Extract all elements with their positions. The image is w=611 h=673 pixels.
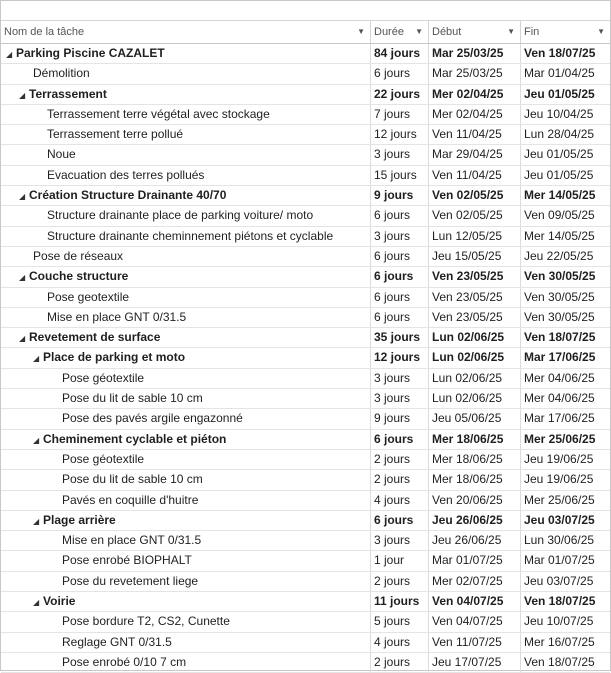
collapse-triangle-icon[interactable]: ◢	[33, 598, 40, 608]
column-header-name-label: Nom de la tâche	[4, 26, 85, 38]
task-name-cell[interactable]	[1, 470, 371, 489]
task-duration[interactable]: 6 jours	[371, 308, 429, 327]
task-name-cell[interactable]	[1, 85, 371, 104]
task-start[interactable]: Ven 11/04/25	[429, 125, 521, 144]
task-duration[interactable]: 35 jours	[371, 328, 429, 347]
task-row[interactable]	[1, 470, 610, 490]
task-row[interactable]	[1, 328, 610, 348]
task-name-cell[interactable]	[1, 227, 371, 246]
collapse-triangle-icon[interactable]: ◢	[19, 90, 26, 100]
task-name: Pose du lit de sable 10 cm	[62, 472, 203, 487]
task-end[interactable]: Ven 09/05/25	[524, 208, 595, 223]
task-duration[interactable]: 9 jours	[371, 409, 429, 428]
task-list	[1, 44, 610, 673]
task-name-cell[interactable]	[1, 369, 371, 388]
task-end[interactable]: Lun 28/04/25	[524, 127, 595, 142]
task-duration[interactable]: 4 jours	[371, 633, 429, 652]
task-duration[interactable]: 6 jours	[371, 247, 429, 266]
task-name-cell[interactable]	[1, 612, 371, 631]
top-strip	[1, 1, 610, 21]
task-row[interactable]	[1, 348, 610, 368]
task-duration[interactable]: 11 jours	[371, 592, 429, 611]
task-name: Terrassement	[29, 86, 107, 101]
task-name: Mise en place GNT 0/31.5	[47, 309, 187, 324]
task-start[interactable]: Jeu 17/07/25	[429, 653, 521, 672]
task-duration[interactable]: 6 jours	[371, 64, 429, 83]
task-row[interactable]	[1, 633, 610, 653]
task-end[interactable]: Jeu 03/07/25	[524, 573, 594, 588]
task-name-cell[interactable]	[1, 389, 371, 408]
task-name: Parking Piscine CAZALET	[16, 46, 165, 60]
task-name-cell[interactable]	[1, 288, 371, 307]
task-name: Cheminement cyclable et piéton	[43, 431, 227, 446]
task-start[interactable]: Lun 02/06/25	[429, 328, 521, 347]
task-name-cell[interactable]	[1, 572, 371, 591]
task-name-cell[interactable]	[1, 206, 371, 225]
task-row[interactable]	[1, 389, 610, 409]
task-end[interactable]: Mar 17/06/25	[524, 350, 596, 365]
task-name-cell[interactable]	[1, 64, 371, 83]
task-end[interactable]: Mer 04/06/25	[524, 370, 595, 385]
task-name: Pose geotextile	[47, 289, 130, 304]
task-end[interactable]: Ven 30/05/25	[524, 269, 596, 284]
task-end[interactable]: Ven 30/05/25	[524, 289, 595, 304]
task-duration[interactable]: 5 jours	[371, 612, 429, 631]
collapse-triangle-icon[interactable]: ◢	[6, 50, 13, 59]
task-row[interactable]	[1, 369, 610, 389]
task-row[interactable]	[1, 551, 610, 571]
task-start[interactable]: Lun 02/06/25	[429, 369, 521, 388]
task-row[interactable]	[1, 511, 610, 531]
task-row[interactable]	[1, 409, 610, 429]
task-start[interactable]: Ven 23/05/25	[429, 288, 521, 307]
task-start[interactable]: Lun 12/05/25	[429, 227, 521, 246]
task-name-cell[interactable]	[1, 105, 371, 124]
task-row[interactable]	[1, 450, 610, 470]
column-header-duration[interactable]	[371, 21, 429, 43]
task-row[interactable]	[1, 572, 610, 592]
task-name: Pose du revetement liege	[62, 573, 199, 588]
task-start[interactable]: Ven 11/04/25	[429, 166, 521, 185]
task-end[interactable]: Mar 01/07/25	[524, 553, 595, 568]
task-end[interactable]: Mer 16/07/25	[524, 634, 595, 649]
task-duration[interactable]: 6 jours	[371, 206, 429, 225]
task-end[interactable]: Mer 14/05/25	[524, 188, 596, 203]
task-duration[interactable]: 1 jour	[371, 551, 429, 570]
task-start[interactable]: Mar 01/07/25	[429, 551, 521, 570]
task-end[interactable]: Jeu 01/05/25	[524, 86, 595, 101]
task-duration[interactable]: 84 jours	[371, 44, 429, 63]
task-name-cell[interactable]	[1, 531, 371, 550]
task-name: Place de parking et moto	[43, 350, 186, 365]
task-row[interactable]	[1, 44, 610, 64]
column-header-start[interactable]	[429, 21, 521, 43]
task-row[interactable]	[1, 85, 610, 105]
task-row[interactable]	[1, 288, 610, 308]
task-name: Structure drainante cheminnement piétons et cyclable	[47, 228, 334, 243]
task-start[interactable]: Mer 18/06/25	[429, 450, 521, 469]
task-end[interactable]: Jeu 01/05/25	[524, 167, 594, 182]
task-end[interactable]: Ven 18/07/25	[524, 330, 596, 345]
task-name-cell[interactable]	[1, 450, 371, 469]
task-row[interactable]	[1, 491, 610, 511]
task-end[interactable]: Jeu 10/07/25	[524, 614, 594, 629]
task-name-cell[interactable]	[1, 409, 371, 428]
task-row[interactable]	[1, 592, 610, 612]
task-duration[interactable]: 22 jours	[371, 85, 429, 104]
task-row[interactable]	[1, 653, 610, 673]
task-duration[interactable]: 3 jours	[371, 389, 429, 408]
task-name-cell[interactable]	[1, 145, 371, 164]
task-name-cell[interactable]	[1, 328, 371, 347]
task-start[interactable]: Mer 18/06/25	[429, 470, 521, 489]
task-name: Plage arrière	[43, 512, 116, 527]
task-end[interactable]: Jeu 01/05/25	[524, 147, 594, 162]
task-end[interactable]: Mar 01/04/25	[524, 66, 595, 81]
collapse-triangle-icon[interactable]: ◢	[19, 334, 26, 344]
task-name-cell[interactable]	[1, 267, 371, 286]
task-start[interactable]: Jeu 05/06/25	[429, 409, 521, 428]
task-duration[interactable]: 7 jours	[371, 105, 429, 124]
task-start[interactable]: Ven 20/06/25	[429, 491, 521, 510]
task-start[interactable]: Lun 02/06/25	[429, 389, 521, 408]
column-header-duration-label: Durée	[374, 26, 404, 38]
task-name: Pose bordure T2, CS2, Cunette	[62, 614, 230, 629]
task-name: Pose enrobé BIOPHALT	[62, 553, 192, 568]
task-end[interactable]: Jeu 19/06/25	[524, 472, 594, 487]
task-name-cell[interactable]	[1, 247, 371, 266]
task-name: Voirie	[43, 594, 76, 609]
column-header-name[interactable]	[1, 21, 371, 43]
task-name: Pavés en coquille d'huitre	[62, 492, 199, 507]
task-end[interactable]: Ven 18/07/25	[524, 654, 595, 669]
task-name: Création Structure Drainante 40/70	[29, 188, 227, 203]
task-duration[interactable]: 3 jours	[371, 227, 429, 246]
task-name: Structure drainante place de parking voiture/ moto	[47, 208, 314, 223]
task-duration[interactable]: 6 jours	[371, 267, 429, 286]
column-header-start-label: Début	[432, 26, 462, 38]
task-duration[interactable]: 3 jours	[371, 369, 429, 388]
task-name: Mise en place GNT 0/31.5	[62, 533, 202, 548]
task-name-cell[interactable]	[1, 551, 371, 570]
task-end[interactable]: Lun 30/06/25	[524, 533, 595, 548]
task-name: Pose des pavés argile engazonné	[62, 411, 243, 426]
task-end[interactable]: Ven 18/07/25	[524, 594, 596, 609]
task-start[interactable]: Jeu 15/05/25	[429, 247, 521, 266]
task-start[interactable]: Ven 23/05/25	[429, 267, 521, 286]
task-start[interactable]: Mar 25/03/25	[429, 64, 521, 83]
task-start[interactable]: Ven 11/07/25	[429, 633, 521, 652]
task-name: Couche structure	[29, 269, 129, 284]
column-header-row	[1, 21, 610, 44]
task-start[interactable]: Ven 02/05/25	[429, 186, 521, 205]
task-duration[interactable]: 3 jours	[371, 531, 429, 550]
task-start[interactable]: Ven 04/07/25	[429, 612, 521, 631]
task-duration[interactable]: 4 jours	[371, 491, 429, 510]
collapse-triangle-icon[interactable]: ◢	[33, 435, 40, 445]
task-start[interactable]: Jeu 26/06/25	[429, 531, 521, 550]
task-name-cell[interactable]	[1, 491, 371, 510]
task-name-cell[interactable]	[1, 186, 371, 205]
task-row[interactable]	[1, 247, 610, 267]
task-start[interactable]: Mar 29/04/25	[429, 145, 521, 164]
task-end[interactable]: Mar 17/06/25	[524, 411, 595, 426]
task-name: Démolition	[33, 66, 90, 81]
chevron-down-icon[interactable]: ▼	[415, 27, 423, 36]
task-start[interactable]: Mer 02/04/25	[429, 85, 521, 104]
task-start[interactable]: Mer 18/06/25	[429, 430, 521, 449]
task-name: Terrassement terre végétal avec stockage	[47, 106, 270, 121]
task-row[interactable]	[1, 166, 610, 186]
task-name: Pose de réseaux	[33, 248, 124, 263]
collapse-triangle-icon[interactable]: ◢	[19, 273, 26, 283]
column-header-end-label: Fin	[524, 26, 540, 38]
task-row[interactable]	[1, 430, 610, 450]
task-start[interactable]: Ven 02/05/25	[429, 206, 521, 225]
collapse-triangle-icon[interactable]: ◢	[19, 192, 26, 202]
task-duration[interactable]: 3 jours	[371, 145, 429, 164]
task-duration[interactable]: 2 jours	[371, 450, 429, 469]
task-name: Pose géotextile	[62, 451, 145, 466]
task-duration[interactable]: 2 jours	[371, 572, 429, 591]
task-end[interactable]: Ven 30/05/25	[524, 309, 595, 324]
task-start[interactable]: Mer 02/07/25	[429, 572, 521, 591]
task-duration[interactable]: 2 jours	[371, 653, 429, 672]
collapse-triangle-icon[interactable]: ◢	[33, 354, 40, 364]
task-end[interactable]: Jeu 19/06/25	[524, 451, 594, 466]
task-start[interactable]: Ven 04/07/25	[429, 592, 521, 611]
task-name: Noue	[47, 147, 76, 162]
task-row[interactable]	[1, 531, 610, 551]
column-header-end[interactable]	[521, 21, 610, 43]
task-name-cell[interactable]	[1, 592, 371, 611]
task-end[interactable]: Mer 25/06/25	[524, 492, 595, 507]
chevron-down-icon[interactable]: ▼	[357, 27, 365, 36]
task-duration[interactable]: 12 jours	[371, 125, 429, 144]
task-row[interactable]	[1, 145, 610, 165]
task-name: Pose enrobé 0/10 7 cm	[62, 654, 187, 669]
task-row[interactable]	[1, 206, 610, 226]
task-name-cell[interactable]	[1, 653, 371, 672]
task-end[interactable]: Jeu 10/04/25	[524, 106, 594, 121]
task-start[interactable]: Lun 02/06/25	[429, 348, 521, 367]
task-name: Terrassement terre pollué	[47, 127, 184, 142]
collapse-triangle-icon[interactable]: ◢	[33, 516, 40, 526]
task-start[interactable]: Mar 25/03/25	[429, 44, 521, 63]
task-name-cell[interactable]	[1, 511, 371, 530]
task-name-cell[interactable]	[1, 430, 371, 449]
task-end[interactable]: Mer 25/06/25	[524, 431, 596, 446]
task-row[interactable]	[1, 612, 610, 632]
task-name-cell[interactable]	[1, 44, 371, 63]
task-name: Reglage GNT 0/31.5	[62, 634, 172, 649]
chevron-down-icon[interactable]: ▼	[507, 27, 515, 36]
task-name: Pose du lit de sable 10 cm	[62, 391, 203, 406]
task-name-cell[interactable]	[1, 633, 371, 652]
chevron-down-icon[interactable]: ▼	[597, 27, 605, 36]
task-duration[interactable]: 12 jours	[371, 348, 429, 367]
task-name-cell[interactable]	[1, 308, 371, 327]
task-name-cell[interactable]	[1, 125, 371, 144]
task-duration[interactable]: 15 jours	[371, 166, 429, 185]
task-duration[interactable]: 6 jours	[371, 288, 429, 307]
task-end[interactable]: Mer 14/05/25	[524, 228, 595, 243]
task-name: Evacuation des terres pollués	[47, 167, 205, 182]
task-start[interactable]: Mer 02/04/25	[429, 105, 521, 124]
task-name: Revetement de surface	[29, 330, 161, 345]
task-row[interactable]	[1, 267, 610, 287]
task-name-cell[interactable]	[1, 166, 371, 185]
task-duration[interactable]: 6 jours	[371, 430, 429, 449]
task-row[interactable]	[1, 227, 610, 247]
task-row[interactable]	[1, 125, 610, 145]
task-name: Pose géotextile	[62, 370, 145, 385]
task-name-cell[interactable]	[1, 348, 371, 367]
task-end[interactable]: Jeu 03/07/25	[524, 512, 595, 527]
task-end[interactable]: Jeu 22/05/25	[524, 248, 594, 263]
task-duration[interactable]: 6 jours	[371, 511, 429, 530]
task-start[interactable]: Ven 23/05/25	[429, 308, 521, 327]
task-end[interactable]: Ven 18/07/25	[524, 46, 596, 60]
task-start[interactable]: Jeu 26/06/25	[429, 511, 521, 530]
task-duration[interactable]: 9 jours	[371, 186, 429, 205]
task-row[interactable]	[1, 105, 610, 125]
task-row[interactable]	[1, 308, 610, 328]
task-row[interactable]	[1, 64, 610, 84]
task-end[interactable]: Mer 04/06/25	[524, 391, 595, 406]
task-duration[interactable]: 2 jours	[371, 470, 429, 489]
task-row[interactable]	[1, 186, 610, 206]
